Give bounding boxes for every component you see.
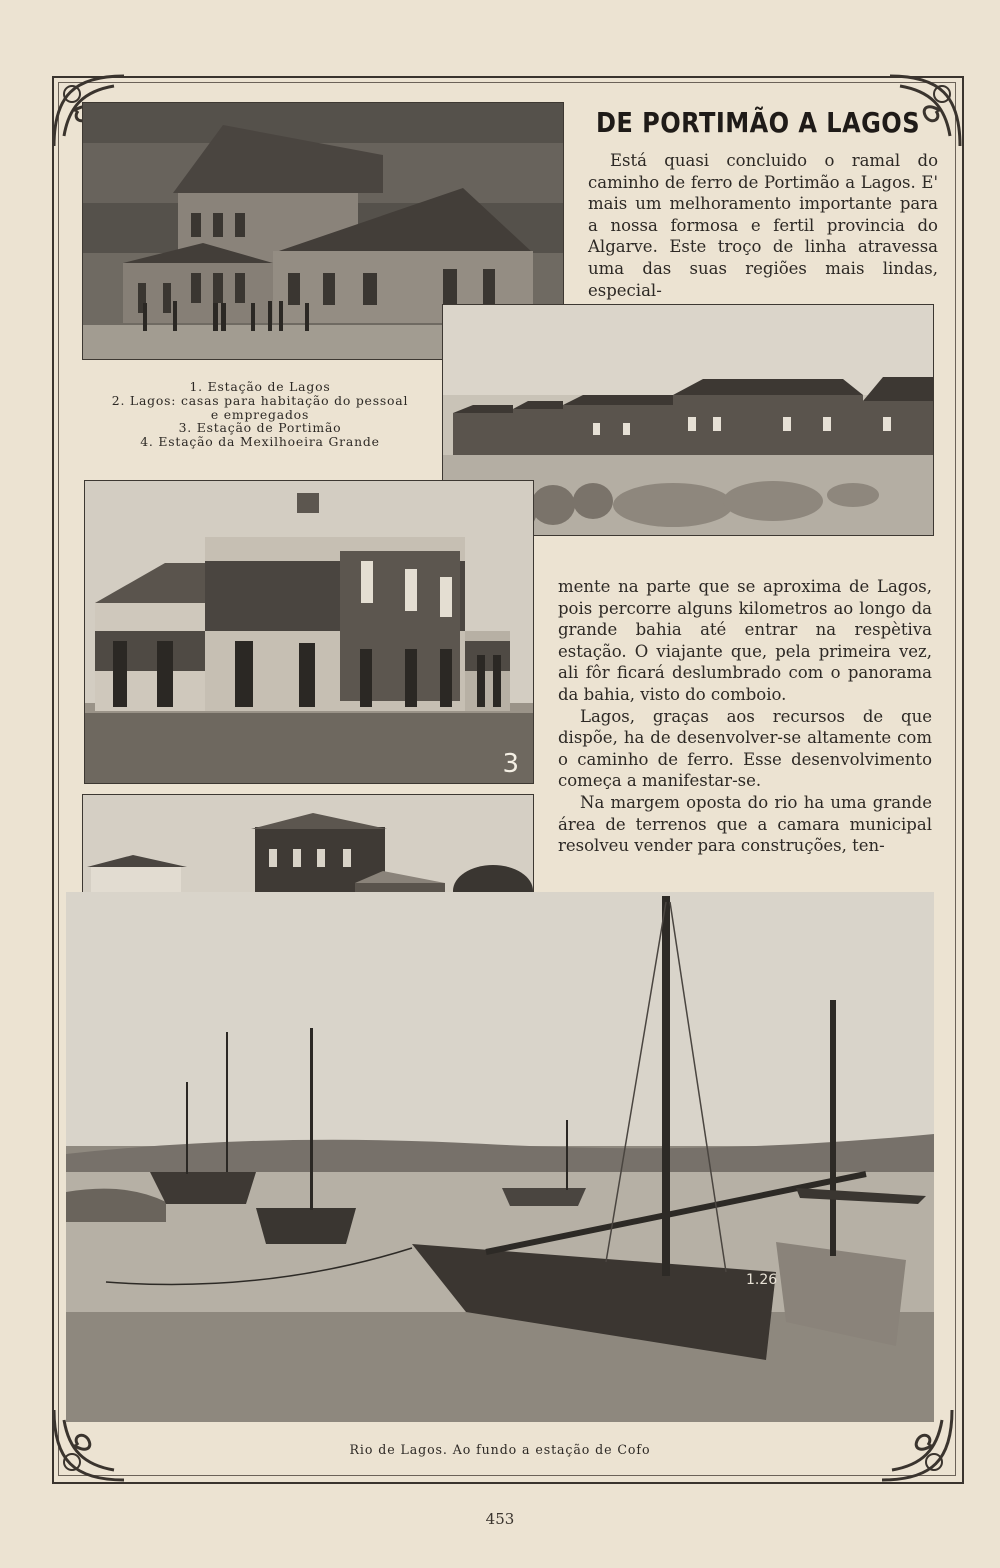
article-title: DE PORTIMÃO A LAGOS: [596, 106, 920, 139]
article-text-top: [588, 150, 938, 301]
caption-line: 1. Estação de Lagos: [189, 379, 331, 394]
caption-line: e empregados: [210, 406, 310, 422]
photo-captions: [90, 380, 430, 449]
caption-line: 2. Lagos: casas para habitação do pessoal: [111, 392, 409, 408]
photo-number: 3: [502, 749, 519, 779]
paragraph: Lagos, graças aos recursos de que dispõe, ha de desenvolver-se altamente com o caminho de ferro. Esse desenvolvimento começa a manifestar-se.: [558, 706, 932, 791]
main-photo-caption: Rio de Lagos. Ao fundo a estação de Cofo: [349, 1442, 651, 1457]
photo-portimao-station: [84, 480, 534, 784]
caption-line: 3. Estação de Portimão: [178, 420, 342, 436]
paragraph: Está quasi concluido o ramal do caminho de ferro de Portimão a Lagos. E' mais um melhoramento importante para a nossa formosa e fertil provincia do Algarve. Este troço de linha atravessa uma das suas regiões mais lindas, especial-: [588, 151, 938, 300]
caption-line: 4. Estação da Mexilhoeira Grande: [140, 434, 380, 450]
paragraph: mente na parte que se aproxima de Lagos, pois percorre alguns kilometros ao longo da grande bahia até entrar na respètiva estação. O viajante que, pela primeira vez, ali fôr ficará deslumbrado com o panorama da bahia, visto do comboio.: [558, 577, 932, 704]
page-number: 453: [485, 1510, 515, 1528]
photo-rio-de-lagos: [66, 892, 934, 1422]
paragraph: Na margem oposta do rio ha uma grande área de terrenos que a camara municipal resolveu vender para construções, ten-: [558, 792, 932, 856]
article-text-middle: [558, 576, 932, 857]
boat-number-label: 1.26: [746, 1272, 778, 1288]
